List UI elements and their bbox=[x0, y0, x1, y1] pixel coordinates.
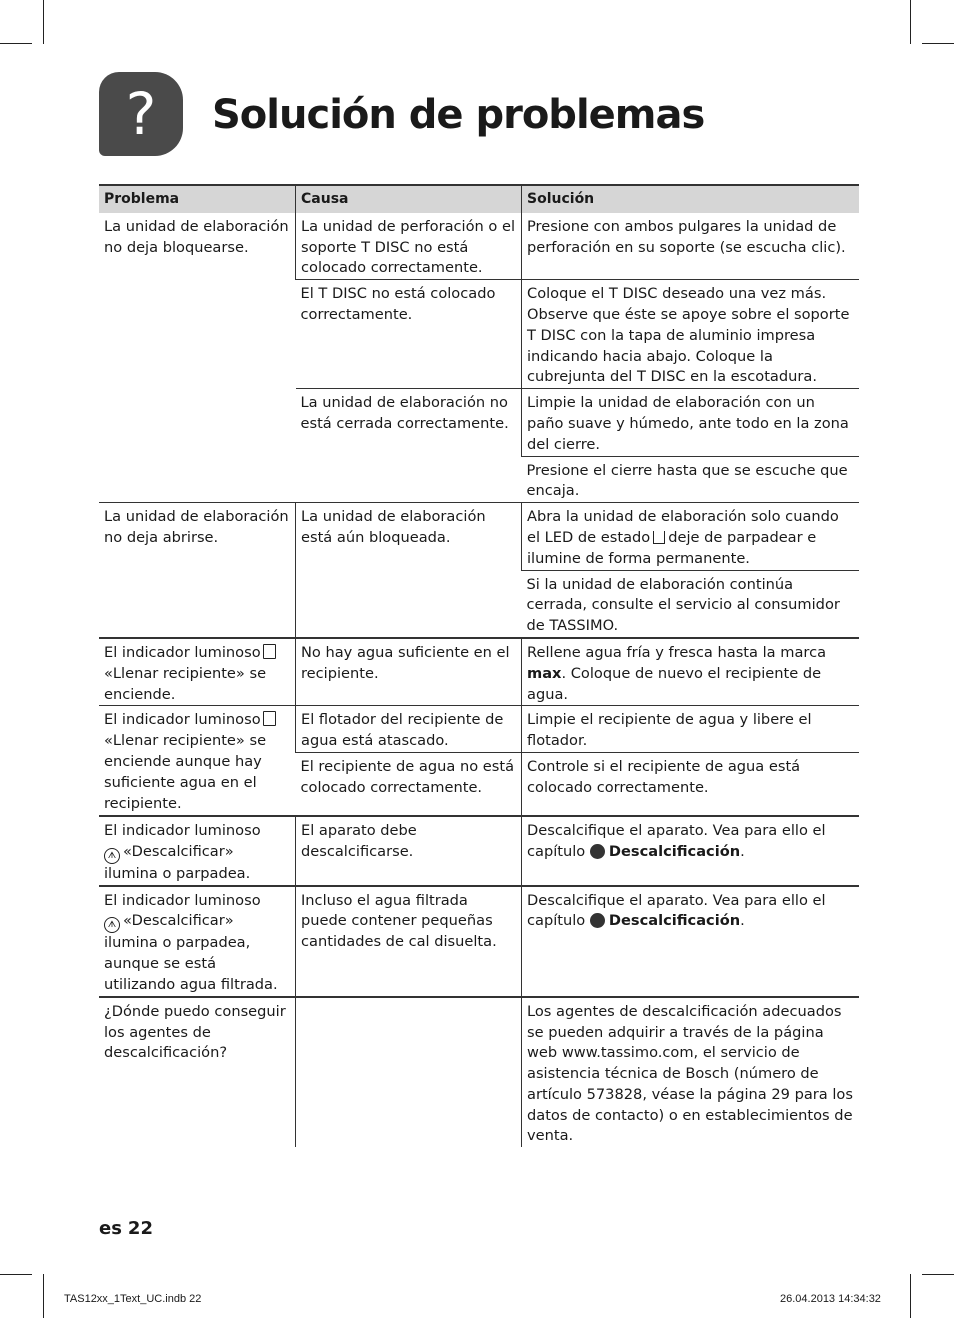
column-header-causa: Causa bbox=[296, 185, 522, 213]
solution-cell: Descalcifique el aparato. Vea para ello el capítulo Descalcificación. bbox=[522, 886, 860, 997]
cause-cell: La unidad de elaboración no está cerrada correctamente. bbox=[296, 389, 522, 503]
cause-cell: El aparato debe descalcificarse. bbox=[296, 816, 522, 886]
cause-cell: La unidad de elaboración está aún bloqueada. bbox=[296, 503, 522, 638]
crop-mark bbox=[0, 1274, 32, 1275]
solution-cell: Rellene agua fría y fresca hasta la marca max. Coloque de nuevo el recipiente de agua. bbox=[522, 638, 860, 706]
table-row bbox=[99, 997, 859, 1148]
column-header-problema: Problema bbox=[99, 185, 296, 213]
table-row bbox=[99, 886, 859, 997]
cause-cell: La unidad de perforación o el soporte T DISC no está colocado correctamente. bbox=[296, 213, 522, 280]
problem-cell: ¿Dónde puedo conseguir los agentes de descalcificación? bbox=[99, 997, 296, 1148]
descale-icon: ᗑ bbox=[104, 848, 120, 864]
cause-cell: El T DISC no está colocado correctamente. bbox=[296, 280, 522, 389]
problem-cell: La unidad de elaboración no deja bloquearse. bbox=[104, 217, 289, 256]
solution-cell: Limpie la unidad de elaboración con un paño suave y húmedo, ante todo en la zona del cierre. bbox=[522, 389, 860, 456]
solution-cell: Limpie el recipiente de agua y libere el flotador. bbox=[522, 706, 860, 753]
table-row bbox=[99, 706, 859, 753]
problem-cell: El indicador luminoso ᗑ «Descalcificar» ilumina o parpadea. bbox=[99, 816, 296, 886]
descale-icon: ᗑ bbox=[104, 917, 120, 933]
solution-cell: Abra la unidad de elaboración solo cuando el LED de estado deje de parpadear e ilumine de forma permanente. bbox=[522, 503, 860, 570]
descale-filled-icon bbox=[590, 844, 605, 859]
footer-filename: TAS12xx_1Text_UC.indb 22 bbox=[64, 1293, 202, 1305]
crop-mark bbox=[922, 1274, 954, 1275]
solution-cell: Coloque el T DISC deseado una vez más. Observe que éste se apoye sobre el soporte T DISC con la tapa de aluminio impresa indicando hacia abajo. Coloque la cubrejunta del T DISC en la escotadura. bbox=[522, 280, 860, 389]
column-header-solucion: Solución bbox=[522, 185, 860, 213]
table-header-row bbox=[99, 185, 859, 213]
crop-mark bbox=[910, 0, 911, 44]
troubleshooting-table bbox=[99, 184, 859, 1147]
descale-filled-icon bbox=[590, 913, 605, 928]
solution-cell: Descalcifique el aparato. Vea para ello el capítulo Descalcificación. bbox=[522, 816, 860, 886]
cause-cell: Incluso el agua filtrada puede contener pequeñas cantidades de cal disuelta. bbox=[296, 886, 522, 997]
crop-mark bbox=[43, 1274, 44, 1318]
table-row bbox=[99, 503, 859, 570]
water-tank-icon bbox=[263, 711, 276, 726]
solution-cell: Presione el cierre hasta que se escuche que encaja. bbox=[522, 456, 860, 503]
problem-cell: El indicador luminoso «Llenar recipiente» se enciende aunque hay suficiente agua en el recipiente. bbox=[99, 706, 296, 816]
crop-mark bbox=[43, 0, 44, 44]
question-mark-icon: ? bbox=[99, 72, 183, 156]
status-led-cup-icon bbox=[653, 531, 665, 544]
problem-cell: El indicador luminoso «Llenar recipiente» se enciende. bbox=[99, 638, 296, 706]
cause-cell: No hay agua suficiente en el recipiente. bbox=[296, 638, 522, 706]
solution-cell: Presione con ambos pulgares la unidad de perforación en su soporte (se escucha clic). bbox=[522, 213, 860, 280]
solution-cell: Si la unidad de elaboración continúa cerrada, consulte el servicio al consumidor de TASSIMO. bbox=[522, 570, 860, 638]
problem-cell: La unidad de elaboración no deja abrirse. bbox=[99, 503, 296, 638]
table-row bbox=[99, 816, 859, 886]
solution-cell: Los agentes de descalcificación adecuados se pueden adquirir a través de la página web www.tassimo.com, el servicio de asistencia técnica de Bosch (número de artículo 573828, véase la página 29 para los datos de contacto) o en establecimientos de venta. bbox=[522, 997, 860, 1148]
crop-mark bbox=[0, 43, 32, 44]
crop-mark bbox=[910, 1274, 911, 1318]
crop-mark bbox=[922, 43, 954, 44]
page-title: Solución de problemas bbox=[212, 92, 705, 138]
table-row bbox=[99, 213, 859, 280]
solution-cell: Controle si el recipiente de agua está colocado correctamente. bbox=[522, 752, 860, 816]
page-number: es 22 bbox=[99, 1218, 153, 1239]
table-row bbox=[99, 638, 859, 706]
footer-datetime: 26.04.2013 14:34:32 bbox=[780, 1293, 881, 1305]
cause-cell bbox=[296, 997, 522, 1148]
problem-cell: El indicador luminoso ᗑ «Descalcificar» ilumina o parpadea, aunque se está utilizando agua filtrada. bbox=[99, 886, 296, 997]
cause-cell: El flotador del recipiente de agua está atascado. bbox=[296, 706, 522, 753]
water-tank-icon bbox=[263, 644, 276, 659]
cause-cell: El recipiente de agua no está colocado correctamente. bbox=[296, 752, 522, 816]
